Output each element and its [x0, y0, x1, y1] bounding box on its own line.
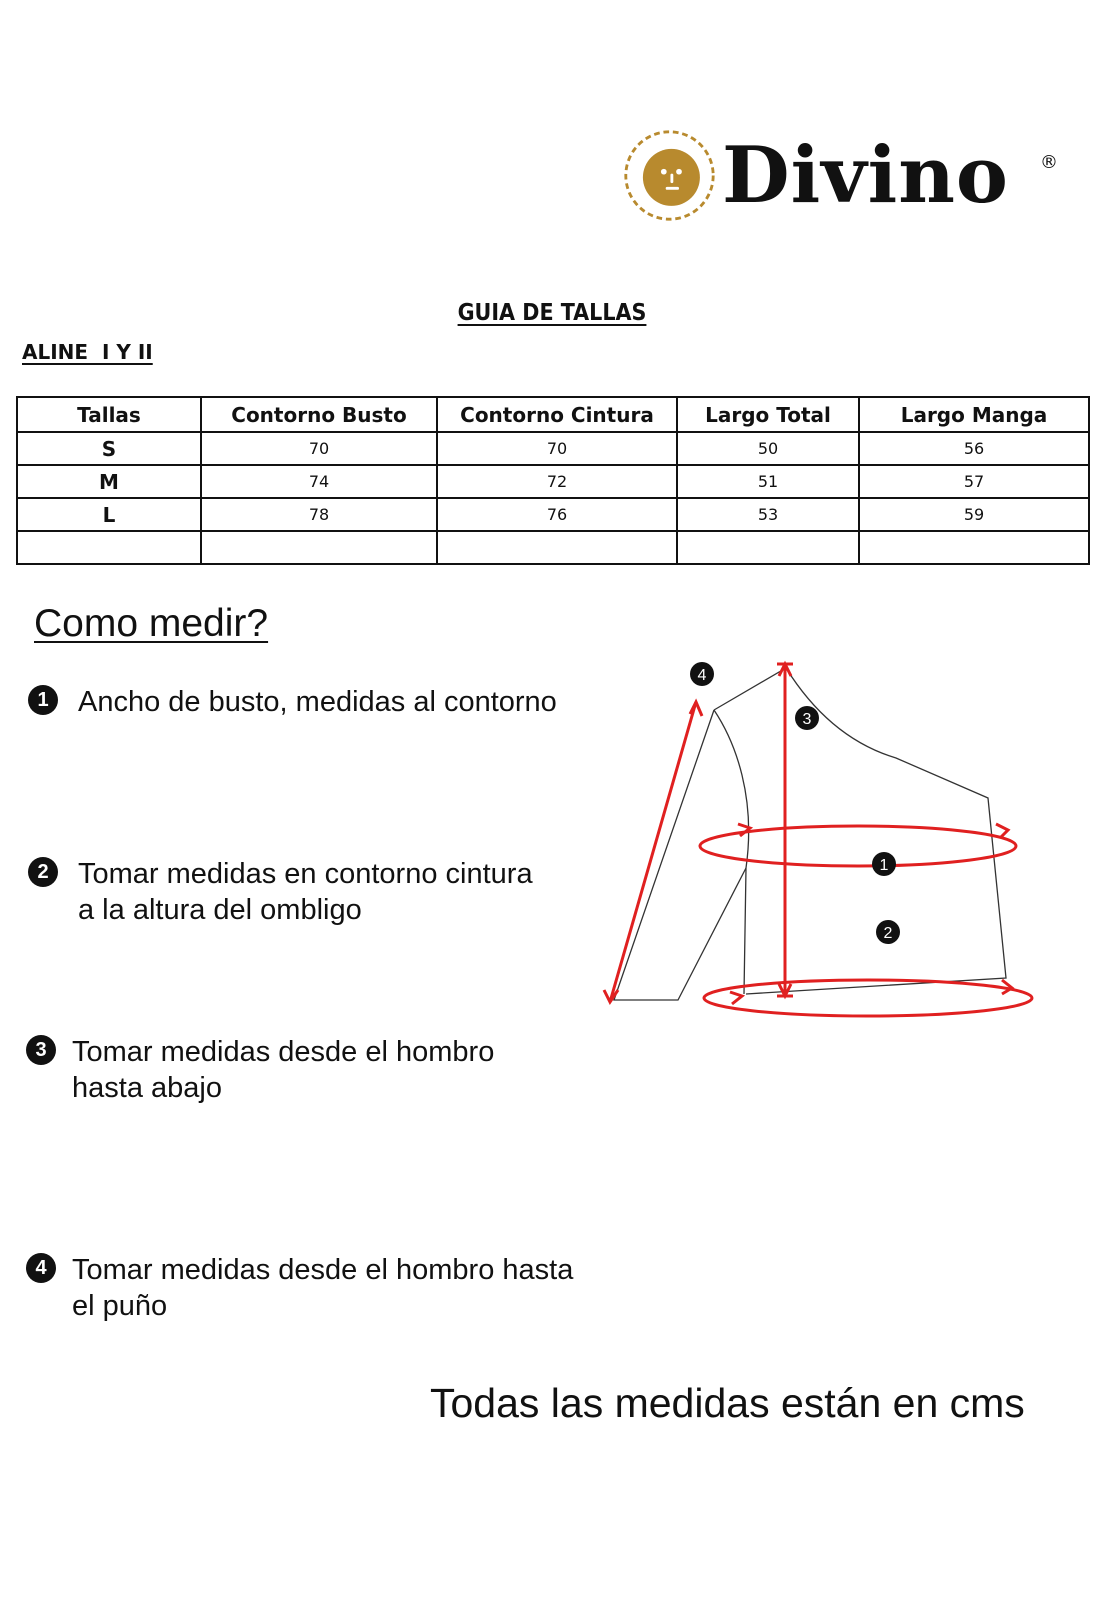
empty-cell — [437, 531, 677, 564]
step-text — [72, 1034, 652, 1106]
value-cell: 70 — [437, 432, 677, 465]
waist-line — [704, 980, 1032, 1016]
table-row-empty — [17, 531, 1089, 564]
size-cell: S — [17, 432, 201, 465]
table-row — [17, 432, 1089, 465]
svg-text:3: 3 — [802, 711, 812, 728]
header-contorno-busto: Contorno Busto — [201, 397, 437, 432]
size-guide-title: GUIA DE TALLAS — [457, 300, 647, 326]
step-line: Tomar medidas desde el hombro hasta — [72, 1254, 574, 1286]
registered-mark: ® — [1040, 152, 1058, 173]
measurement-diagram — [596, 648, 1056, 1028]
empty-cell — [677, 531, 859, 564]
step-line: a la altura del ombligo — [78, 894, 362, 926]
header-contorno-cintura: Contorno Cintura — [437, 397, 677, 432]
step-number-badge: 1 — [28, 685, 58, 715]
value-cell: 56 — [859, 432, 1089, 465]
brand-name: Divino — [722, 130, 1009, 221]
table-row — [17, 465, 1089, 498]
value-cell: 74 — [201, 465, 437, 498]
header-largo-manga: Largo Manga — [859, 397, 1089, 432]
header-tallas: Tallas — [17, 397, 201, 432]
table-header-row — [17, 397, 1089, 432]
step-line: Tomar medidas en contorno cintura — [78, 858, 533, 890]
size-cell: M — [17, 465, 201, 498]
value-cell: 72 — [437, 465, 677, 498]
model-label: ALINE I Y II — [22, 340, 153, 364]
step-text — [78, 684, 658, 720]
diagram-marker-3 — [795, 706, 819, 730]
value-cell: 76 — [437, 498, 677, 531]
value-cell: 51 — [677, 465, 859, 498]
step-text — [78, 856, 658, 928]
step-line: hasta abajo — [72, 1072, 222, 1104]
diagram-marker-1 — [872, 852, 896, 876]
units-note: Todas las medidas están en cms — [430, 1380, 1025, 1426]
step-line: Ancho de busto, medidas al contorno — [78, 686, 557, 718]
empty-cell — [859, 531, 1089, 564]
value-cell: 78 — [201, 498, 437, 531]
step-number-badge: 2 — [28, 857, 58, 887]
empty-cell — [201, 531, 437, 564]
how-to-measure-title: Como medir? — [34, 602, 269, 645]
value-cell: 59 — [859, 498, 1089, 531]
table-row — [17, 498, 1089, 531]
brand-logo — [622, 128, 1072, 228]
diagram-marker-4 — [690, 662, 714, 686]
step-number-badge: 3 — [26, 1035, 56, 1065]
value-cell: 50 — [677, 432, 859, 465]
step-line: Tomar medidas desde el hombro — [72, 1036, 495, 1068]
header-largo-total: Largo Total — [677, 397, 859, 432]
step-text — [72, 1252, 652, 1324]
value-cell: 70 — [201, 432, 437, 465]
value-cell: 53 — [677, 498, 859, 531]
empty-cell — [17, 531, 201, 564]
sleeve-length-line — [610, 702, 696, 1002]
svg-text:2: 2 — [883, 925, 893, 942]
svg-text:1: 1 — [879, 857, 889, 874]
svg-text:4: 4 — [697, 667, 707, 684]
size-cell: L — [17, 498, 201, 531]
diagram-marker-2 — [876, 920, 900, 944]
value-cell: 57 — [859, 465, 1089, 498]
step-number-badge: 4 — [26, 1253, 56, 1283]
sun-face-emblem-icon — [622, 128, 717, 223]
size-table — [16, 396, 1090, 565]
step-line: el puño — [72, 1290, 168, 1322]
